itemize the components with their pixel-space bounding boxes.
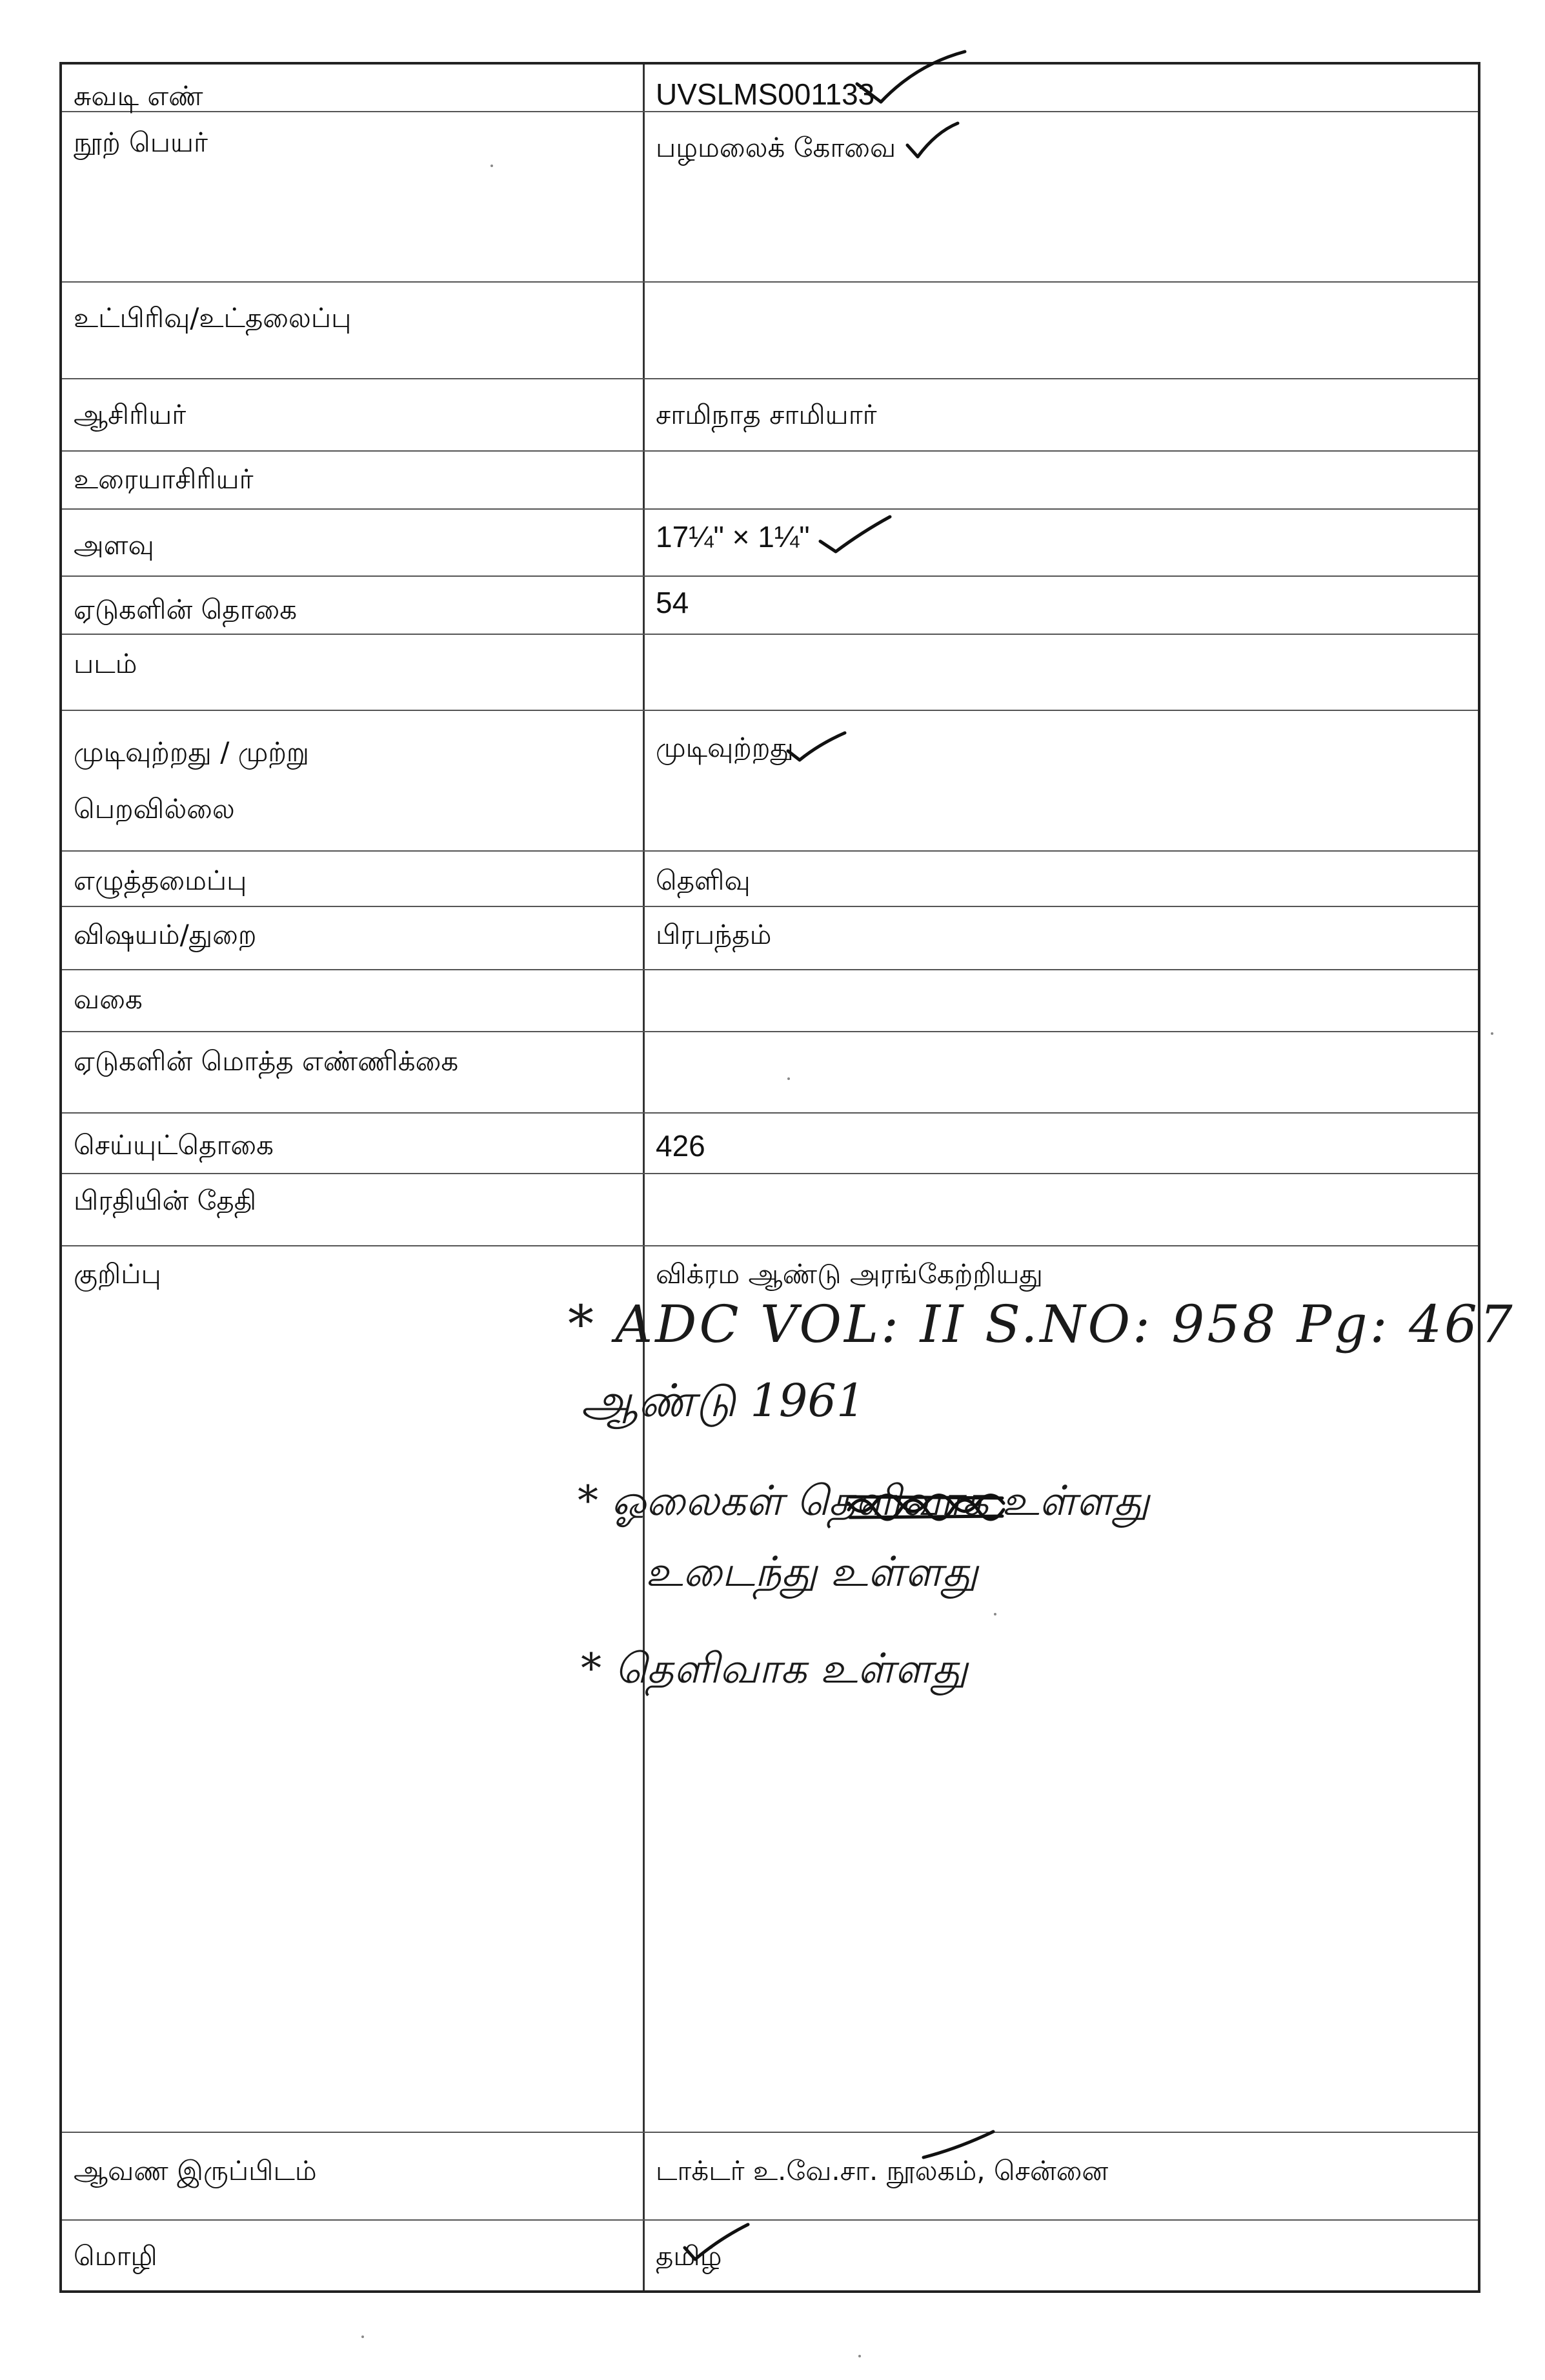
label-picture: படம் — [74, 648, 137, 679]
handwritten-year-line: ஆண்டு 1961 — [581, 1374, 865, 1427]
row-manuscript-number — [62, 65, 1478, 112]
label-size: அளவு — [74, 529, 154, 561]
handwritten-reference-line: * ADC VOL: II S.NO: 958 Pg: 467 — [568, 1294, 1515, 1354]
row-subject — [62, 907, 1478, 970]
scribble-mark — [842, 1484, 1010, 1529]
catalog-sheet — [59, 62, 1480, 2293]
check-mark-icon — [681, 2219, 752, 2265]
row-author — [62, 379, 1478, 452]
handwritten-damage-line: உடைந்து உள்ளது — [645, 1548, 978, 1596]
label-subdivision: உட்பிரிவு/உட்தலைப்பு — [74, 302, 352, 334]
row-title — [62, 112, 1478, 283]
check-mark-icon — [816, 513, 894, 558]
handwritten-condition-line: * ஓலைகள் தெளிவாக உள்ளது — [578, 1477, 1150, 1525]
row-language — [62, 2221, 1478, 2295]
row-subdivision — [62, 283, 1478, 379]
check-mark-icon — [784, 728, 849, 766]
value-leaf-count: 54 — [656, 586, 689, 619]
label-title: நூற் பெயர் — [74, 126, 208, 158]
check-mark-icon — [852, 45, 968, 110]
label-notes: குறிப்பு — [74, 1258, 161, 1290]
value-title: பழமலைக் கோவை — [656, 132, 896, 163]
label-copy-date: பிரதியின் தேதி — [74, 1185, 257, 1216]
row-total-leaves — [62, 1032, 1478, 1114]
row-commentator — [62, 452, 1478, 510]
value-notes: விக்ரம ஆண்டு அரங்கேற்றியது — [656, 1258, 1043, 1290]
label-type: வகை — [74, 983, 143, 1015]
value-subject: பிரபந்தம் — [656, 919, 772, 950]
label-author: ஆசிரியர் — [74, 399, 187, 430]
handwritten-clarity-line: * தெளிவாக உள்ளது — [581, 1645, 968, 1693]
value-language: தமிழ் — [656, 2240, 722, 2272]
scan-speck — [994, 1613, 996, 1615]
value-size: 17¼" × 1¼" — [656, 520, 810, 554]
value-verse-count: 426 — [656, 1129, 705, 1163]
value-author: சாமிநாத சாமியார் — [656, 399, 877, 430]
value-manuscript-number: UVSLMS001133 — [656, 77, 875, 111]
scan-speck — [787, 1077, 790, 1080]
label-verse-count: செய்யுட்தொகை — [74, 1129, 274, 1161]
row-script-clarity — [62, 852, 1478, 907]
value-script-clarity: தெளிவு — [656, 865, 751, 896]
label-subject: விஷயம்/துறை — [74, 919, 257, 950]
label-script-clarity: எழுத்தமைப்பு — [74, 865, 247, 896]
scan-speck — [361, 2335, 364, 2338]
row-picture — [62, 635, 1478, 711]
row-location — [62, 2133, 1478, 2221]
strike-mark — [920, 2129, 997, 2161]
label-location: ஆவண இருப்பிடம் — [74, 2155, 317, 2186]
row-verse-count — [62, 1114, 1478, 1174]
value-location: டாக்டர் உ.வே.சா. நூலகம், சென்னை — [656, 2155, 1109, 2186]
value-completion-status: முடிவுற்றது — [656, 732, 794, 763]
row-copy-date — [62, 1174, 1478, 1246]
label-language: மொழி — [74, 2240, 157, 2272]
label-total-leaves: ஏடுகளின் மொத்த எண்ணிக்கை — [74, 1045, 459, 1077]
row-completion-status — [62, 711, 1478, 852]
label-leaf-count: ஏடுகளின் தொகை — [74, 594, 298, 625]
row-size — [62, 510, 1478, 577]
scan-speck — [858, 2355, 861, 2357]
label-manuscript-number: சுவடி எண் — [74, 80, 203, 112]
check-mark-icon — [904, 119, 962, 165]
scan-speck — [490, 165, 493, 167]
label-completion-status: முடிவுற்றது / முற்று பெறவில்லை — [74, 736, 310, 825]
row-leaf-count — [62, 577, 1478, 635]
row-type — [62, 970, 1478, 1032]
label-commentator: உரையாசிரியர் — [74, 463, 254, 495]
scan-speck — [1491, 1032, 1493, 1035]
